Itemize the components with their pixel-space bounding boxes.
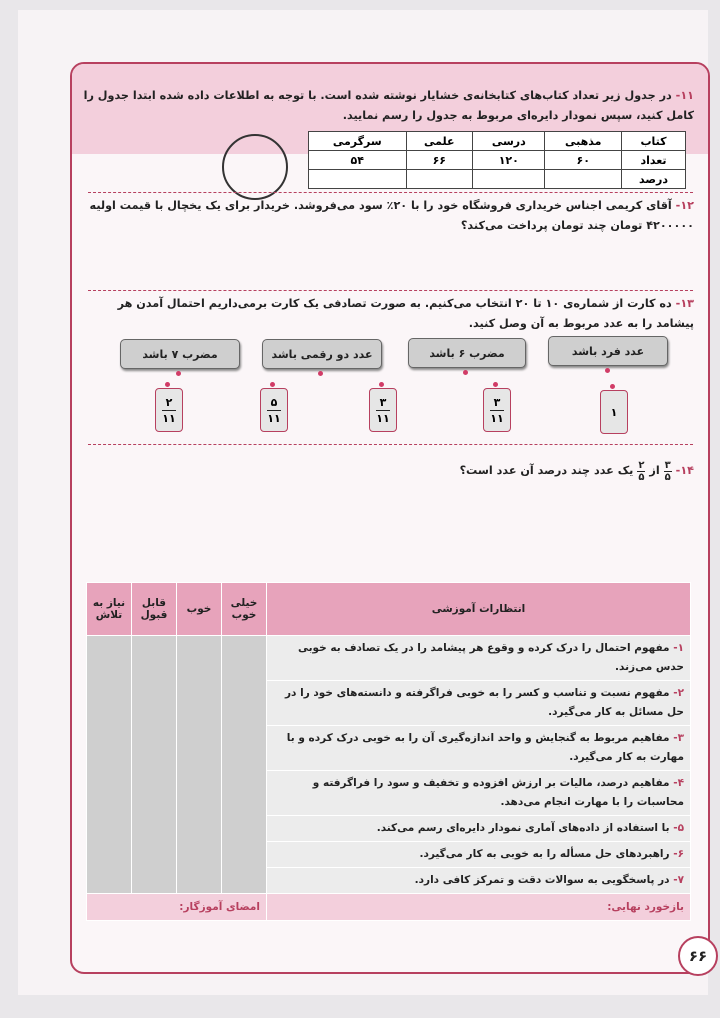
item-number: ۶- xyxy=(673,848,684,860)
table-cell: درسی xyxy=(473,132,545,151)
rubric-level-needs-effort: نیاز به تلاش xyxy=(87,583,132,636)
card-denominator: ۱۱ xyxy=(376,411,390,425)
connector-dot[interactable] xyxy=(379,382,384,387)
event-box-two-digit[interactable]: عدد دو رقمی باشد xyxy=(262,339,382,369)
table-cell: مذهبی xyxy=(545,132,622,151)
card-numerator: ۲ xyxy=(165,395,173,409)
fraction-bar xyxy=(490,410,504,411)
table-cell: ۵۴ xyxy=(309,151,407,170)
question-12-number: ۱۲- xyxy=(675,199,694,212)
item-text: مفاهیم مربوط به گنجایش و واحد اندازه‌گیری آن را به خوبی درک کرده و با مهارت به کار می‌گیرد. xyxy=(286,732,684,763)
fraction-bar xyxy=(162,410,176,411)
question-11 xyxy=(82,86,694,126)
percent-input-cell[interactable] xyxy=(473,170,545,189)
worksheet-page xyxy=(18,10,708,995)
table-cell: ۶۰ xyxy=(545,151,622,170)
card-denominator: ۱۱ xyxy=(267,411,281,425)
final-feedback-label[interactable]: بازخورد نهایی: xyxy=(267,894,691,921)
rubric-cell-very-good[interactable] xyxy=(222,636,267,894)
item-text: مفاهیم درصد، مالیات بر ارزش افزوده و تخفیف و سود را فراگرفته و محاسبات را با مهارت انجام می‌دهد. xyxy=(312,777,684,808)
question-14-pre: از xyxy=(649,464,660,477)
denominator: ۵ xyxy=(638,471,645,483)
table-cell: درصد xyxy=(622,170,686,189)
rubric-level-very-good: خیلی خوب xyxy=(222,583,267,636)
item-number: ۱- xyxy=(673,642,684,654)
event-box-odd[interactable]: عدد فرد باشد xyxy=(548,336,668,366)
numerator: ۳ xyxy=(664,459,671,471)
question-14 xyxy=(82,454,694,488)
rubric-item xyxy=(267,842,691,868)
question-11-number: ۱۱- xyxy=(675,89,694,102)
rubric-item xyxy=(267,868,691,894)
probability-card[interactable] xyxy=(369,388,397,432)
divider xyxy=(88,192,693,193)
item-text: مفهوم احتمال را درک کرده و وقوع هر پیشامد را در یک تصادف به خوبی حدس می‌زند. xyxy=(297,642,684,673)
item-number: ۲- xyxy=(673,687,684,699)
table-cell: ۶۶ xyxy=(406,151,473,170)
event-box-multiple-7[interactable]: مضرب ۷ باشد xyxy=(120,339,240,369)
question-12 xyxy=(82,196,694,236)
rubric-table xyxy=(86,582,691,921)
probability-card[interactable] xyxy=(483,388,511,432)
rubric-level-good: خوب xyxy=(177,583,222,636)
item-number: ۴- xyxy=(673,777,684,789)
percent-input-cell[interactable] xyxy=(406,170,473,189)
rubric-cell-acceptable[interactable] xyxy=(132,636,177,894)
rubric-header-main: انتظارات آموزشی xyxy=(267,583,691,636)
item-text: با استفاده از داده‌های آماری نمودار دایره‌ای رسم می‌کند. xyxy=(376,822,670,834)
denominator: ۵ xyxy=(664,471,671,483)
question-14-number: ۱۴- xyxy=(675,464,694,477)
divider xyxy=(88,444,693,445)
rubric-item xyxy=(267,636,691,681)
fraction-three-fifths xyxy=(664,460,672,483)
item-text: در پاسخگویی به سوالات دقت و تمرکز کافی دارد. xyxy=(414,874,670,886)
fraction-bar xyxy=(376,410,390,411)
rubric-item xyxy=(267,771,691,816)
table-cell: علمی xyxy=(406,132,473,151)
table-cell: کتاب xyxy=(622,132,686,151)
numerator: ۲ xyxy=(638,459,645,471)
question-13-number: ۱۳- xyxy=(675,297,694,310)
table-cell: تعداد xyxy=(622,151,686,170)
connector-dot[interactable] xyxy=(165,382,170,387)
rubric-cell-good[interactable] xyxy=(177,636,222,894)
item-number: ۷- xyxy=(673,874,684,886)
connector-dot[interactable] xyxy=(318,371,323,376)
probability-card[interactable] xyxy=(600,390,628,434)
question-13-text: ده کارت از شماره‌ی ۱۰ تا ۲۰ انتخاب می‌کنیم. به صورت تصادفی یک کارت برمی‌داریم احتمال آمدن هر پیشامد را به عدد مربوط به آن وصل کنید. xyxy=(117,297,694,330)
item-number: ۵- xyxy=(673,822,684,834)
percent-input-cell[interactable] xyxy=(545,170,622,189)
connector-dot[interactable] xyxy=(463,370,468,375)
question-13 xyxy=(82,294,694,334)
probability-card[interactable] xyxy=(155,388,183,432)
rubric-item xyxy=(267,681,691,726)
pie-chart-circle[interactable] xyxy=(222,134,288,200)
divider xyxy=(88,290,693,291)
table-cell: سرگرمی xyxy=(309,132,407,151)
connector-dot[interactable] xyxy=(610,384,615,389)
rubric-footer-row xyxy=(87,894,691,921)
rubric-header-row xyxy=(87,583,691,636)
rubric-cell-needs-effort[interactable] xyxy=(87,636,132,894)
fraction-two-fifths xyxy=(637,460,645,483)
question-12-text: آقای کریمی اجناس خریداری فروشگاه خود را با ۲۰٪ سود می‌فروشد. خریدار برای یک یخچال با قیمت اولیه ۴۲۰۰۰۰۰ تومان چند تومان پرداخت می‌کند؟ xyxy=(89,199,694,232)
percent-input-cell[interactable] xyxy=(309,170,407,189)
connector-dot[interactable] xyxy=(176,371,181,376)
item-text: راهبردهای حل مسأله را به خوبی به کار می‌گیرد. xyxy=(419,848,670,860)
card-value: ۱ xyxy=(610,405,618,419)
table-row xyxy=(309,151,686,170)
connector-dot[interactable] xyxy=(270,382,275,387)
card-numerator: ۳ xyxy=(379,395,387,409)
connector-dot[interactable] xyxy=(605,368,610,373)
item-text: مفهوم نسبت و تناسب و کسر را به خوبی فراگرفته و دانسته‌های خود را در حل مسائل به کار می‌گیرد. xyxy=(285,687,684,718)
books-table xyxy=(308,131,686,189)
rubric-item xyxy=(267,816,691,842)
card-denominator: ۱۱ xyxy=(490,411,504,425)
item-number: ۳- xyxy=(673,732,684,744)
question-14-text: یک عدد چند درصد آن عدد است؟ xyxy=(459,464,634,477)
question-11-text: در جدول زیر تعداد کتاب‌های کتابخانه‌ی خشایار نوشته شده است. با توجه به اطلاعات داده شده ابتدا جدول را کامل کنید، سپس نمودار دایره‌ای مربوط به جدول را رسم نمایید. xyxy=(83,89,694,122)
page-number: ۶۶ xyxy=(678,936,718,976)
table-row xyxy=(309,132,686,151)
content-frame xyxy=(70,62,710,974)
table-cell: ۱۲۰ xyxy=(473,151,545,170)
rubric-item xyxy=(267,726,691,771)
teacher-signature-label[interactable]: امضای آموزگار: xyxy=(87,894,267,921)
probability-card[interactable] xyxy=(260,388,288,432)
connector-dot[interactable] xyxy=(493,382,498,387)
card-numerator: ۵ xyxy=(270,395,278,409)
card-denominator: ۱۱ xyxy=(162,411,176,425)
rubric-level-acceptable: قابل قبول xyxy=(132,583,177,636)
event-box-multiple-6[interactable]: مضرب ۶ باشد xyxy=(408,338,526,368)
fraction-bar xyxy=(267,410,281,411)
card-numerator: ۳ xyxy=(493,395,501,409)
rubric-row xyxy=(87,636,691,681)
table-row xyxy=(309,170,686,189)
